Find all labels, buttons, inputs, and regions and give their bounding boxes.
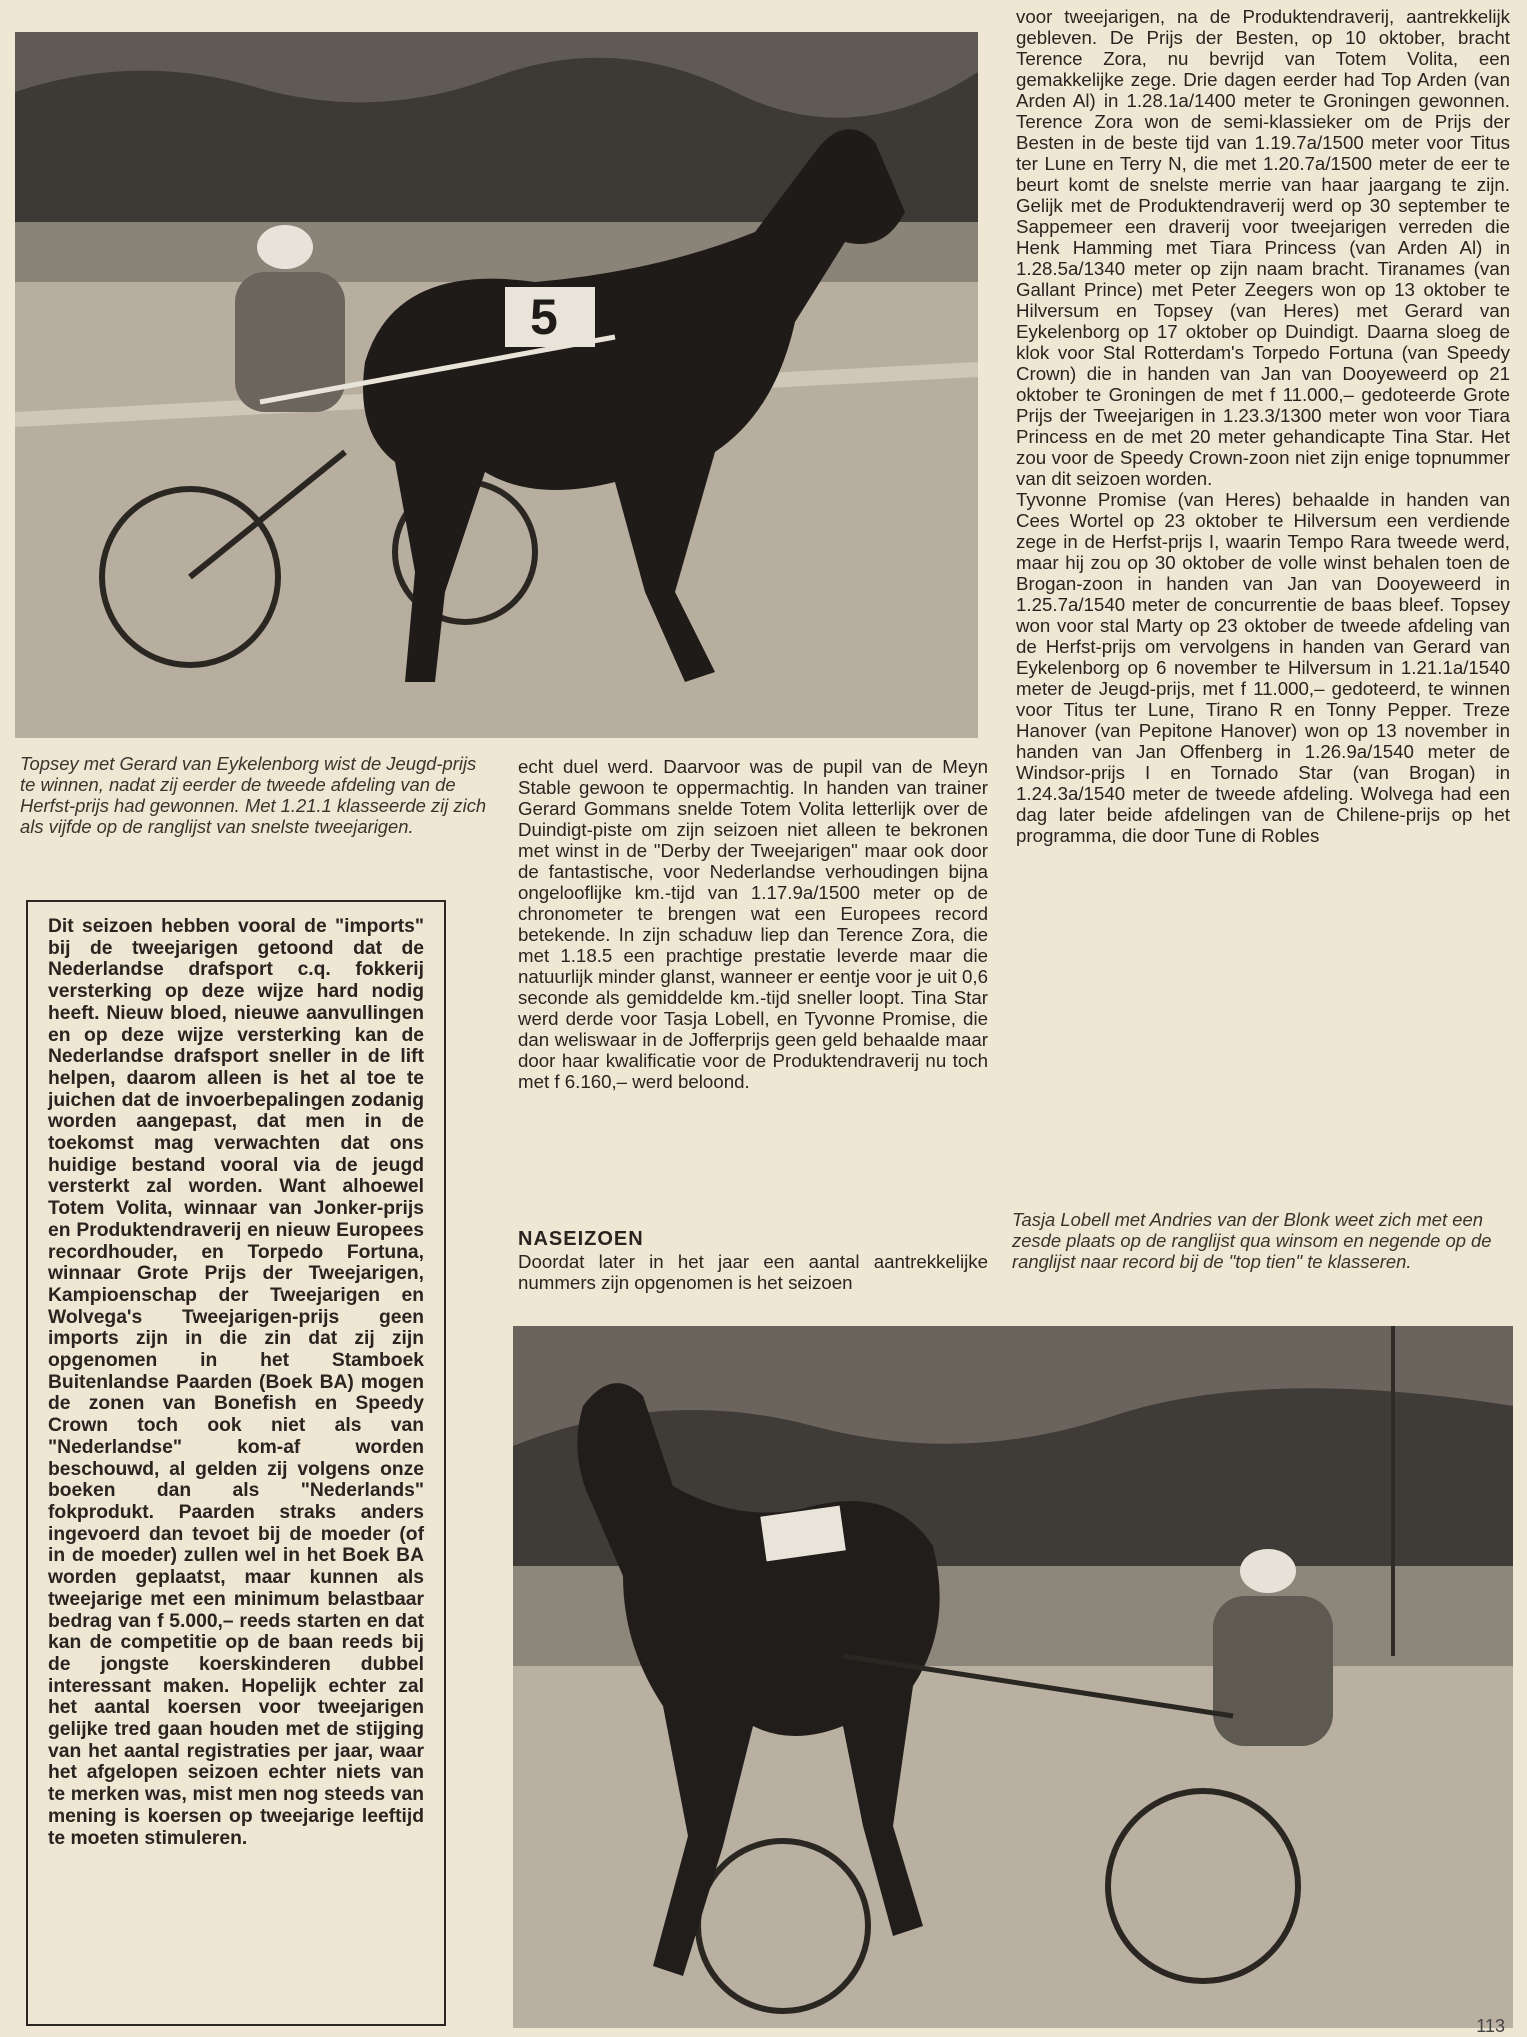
article-right-paragraph-2: Tyvonne Promise (van Heres) behaalde in handen van Cees Wortel op 23 oktober te Hilversum een verdiende zege in de Herfst-prijs I, waarin Tempo Rara tweede werd, maar hij zou op 30 oktober de volle winst behalen toen de Brogan-zoon in handen van Jan van Dooyeweerd in 1.25.7a/1540 meter de concurrentie de baas bleef. Topsey won voor stal Marty op 23 oktober de tweede afdeling van de Herfst-prijs om vervolgens in handen van Gerard van Eykelenborg op 6 november te Hilversum in 1.21.1a/1540 meter de Jeugd-prijs, met f 11.000,– gedoteerd, te winnen voor Titus ter Lune, Tirano R en Tonny Pepper. Treze Hanover (van Pepitone Hanover) won op 13 november in handen van Jan Offenberg in 1.26.9a/1540 meter de Windsor-prijs I en Tornado Star (van Brogan) in 1.24.3a/1540 meter de tweede afdeling. Wolvega had een dag later beide afdelingen van de Chilene-prijs op het programma, die door Tune di Robles bbox=[1016, 489, 1510, 846]
photo-tasja-lobell-illustration bbox=[513, 1326, 1513, 2028]
caption-bottom-photo: Tasja Lobell met Andries van der Blonk weet zich met een zesde plaats op de ranglijst qua winsom en negende op de ranglijst naar record bij de "top tien" te klasseren. bbox=[1012, 1209, 1492, 1272]
boxed-commentary-text: Dit seizoen hebben vooral de "imports" bij de tweejarigen getoond dat de Nederlandse drafsport c.q. fokkerij versterking op deze wijze hard nodig heeft. Nieuw bloed, nieuwe aanvullingen en op deze wijze versterking kan de Nederlandse drafsport sneller in de lift helpen, daarom alleen is het al toe te juichen dat de invoerbepalingen zodanig worden aangepast, dat men in de toekomst mag verwachten dat ons huidige bestand vooral via de jeugd versterkt zal worden. Want alhoewel Totem Volita, winnaar van Jonker-prijs en Produktendraverij en nieuw Europees recordhouder, en Torpedo Fortuna, winnaar Grote Prijs der Tweejarigen, Kampioenschap der Tweejarigen en Wolvega's Tweejarigen-prijs geen imports zijn in die zin dat zij zijn opgenomen in het Stamboek Buitenlandse Paarden (Boek BA) mogen de zonen van Bonefish en Speedy Crown toch ook niet als van "Nederlandse" kom-af worden beschouwd, al gelden zij volgens onze boeken dan als "Nederlands" fokprodukt. Paarden straks anders ingevoerd dan tevoet bij de moeder (of in de moeder) zullen wel in het Boek BA worden geplaatst, maar kunnen als tweejarige met een minimum belastbaar bedrag van f 5.000,– reeds starten en dat kan de competitie op de baan reeds bij de jongste koerskinderen dubbel interessant maken. Hopelijk echter zal het aantal koersen voor tweejarigen gelijke tred gaan houden met de stijging van het aantal registraties per jaar, waar het afgelopen seizoen echter niets van te merken was, mist men nog steeds van mening is koersen op tweejarige leeftijd te moeten stimuleren. bbox=[48, 916, 424, 1849]
boxed-commentary bbox=[26, 900, 446, 2026]
svg-text:5: 5 bbox=[530, 289, 558, 345]
photo-topsey-illustration bbox=[15, 32, 978, 738]
photo-topsey bbox=[15, 32, 978, 738]
photo-tasja-lobell bbox=[513, 1326, 1513, 2028]
article-middle-paragraph: echt duel werd. Daarvoor was de pupil van de Meyn Stable gewoon te oppermachtig. In handen van trainer Gerard Gommans snelde Totem Volita letterlijk over de Duindigt-piste om zijn seizoen niet alleen te bekronen met winst in de "Derby der Tweejarigen" maar ook door de fantastische, voor Nederlandse verhoudingen bijna ongelooflijke km.-tijd van 1.17.9a/1500 meter op de chronometer te brengen wat een Europees record betekende. In zijn schaduw liep dan Terence Zora, die met 1.18.5 een prachtige prestatie leverde maar die natuurlijk minder glanst, wanneer er eentje voor je uit 0,6 seconde als gemiddelde km.-tijd sneller loopt. Tina Star werd derde voor Tasja Lobell, en Tyvonne Promise, die dan weliswaar in de Jofferprijs geen geld behaalde maar door haar kwalificatie voor de Produktendraverij nu toch met f 6.160,– werd beloond. bbox=[518, 756, 988, 1092]
section-heading-naseizoen: NASEIZOEN bbox=[518, 1228, 644, 1250]
page-number: 113 bbox=[1476, 2016, 1505, 2036]
article-right-column bbox=[1016, 6, 1510, 1171]
naseizoen-paragraph: Doordat later in het jaar een aantal aantrekkelijke nummers zijn opgenomen is het seizoen bbox=[518, 1251, 988, 1293]
caption-top-photo: Topsey met Gerard van Eykelenborg wist de Jeugd-prijs te winnen, nadat zij eerder de tweede afdeling van de Herfst-prijs had gewonnen. Met 1.21.1 klasseerde zij zich als vijfde op de ranglijst van snelste tweejarigen. bbox=[20, 753, 487, 837]
article-right-paragraph-1: voor tweejarigen, na de Produktendraverij, aantrekkelijk gebleven. De Prijs der Besten, op 10 oktober, bracht Terence Zora, nu bevrijd van Totem Volita, een gemakkelijke zege. Drie dagen eerder had Top Arden (van Arden Al) in 1.28.1a/1400 meter te Groningen gewonnen. Terence Zora won de semi-klassieker om de Prijs der Besten in de beste tijd van 1.19.7a/1500 meter voor Titus ter Lune en Terry N, die met 1.20.7a/1500 meter de eer te beurt komt de snelste merrie van haar jaargang te zijn. Gelijk met de Produktendraverij werd op 30 september te Sappemeer een draverij voor tweejarigen verreden die Henk Hamming met Tiara Princess (van Arden Al) in 1.28.5a/1340 meter op zijn naam bracht. Tiranames (van Gallant Prince) met Peter Zeegers won op 13 oktober te Hilversum en Topsey (van Heres) met Gerard van Eykelenborg op 17 oktober op Duindigt. Daarna sloeg de klok voor Stal Rotterdam's Torpedo Fortuna (van Speedy Crown) die in handen van Jan van Dooyeweerd op 21 oktober te Groningen de met f 11.000,– gedoteerde Grote Prijs der Tweejarigen in 1.23.3/1300 meter won voor Tiara Princess en de met 20 meter gehandicapte Tina Star. Het zou voor de Speedy Crown-zoon niet zijn enige topnummer van dit seizoen worden. bbox=[1016, 6, 1510, 489]
article-middle-column bbox=[518, 756, 988, 1206]
